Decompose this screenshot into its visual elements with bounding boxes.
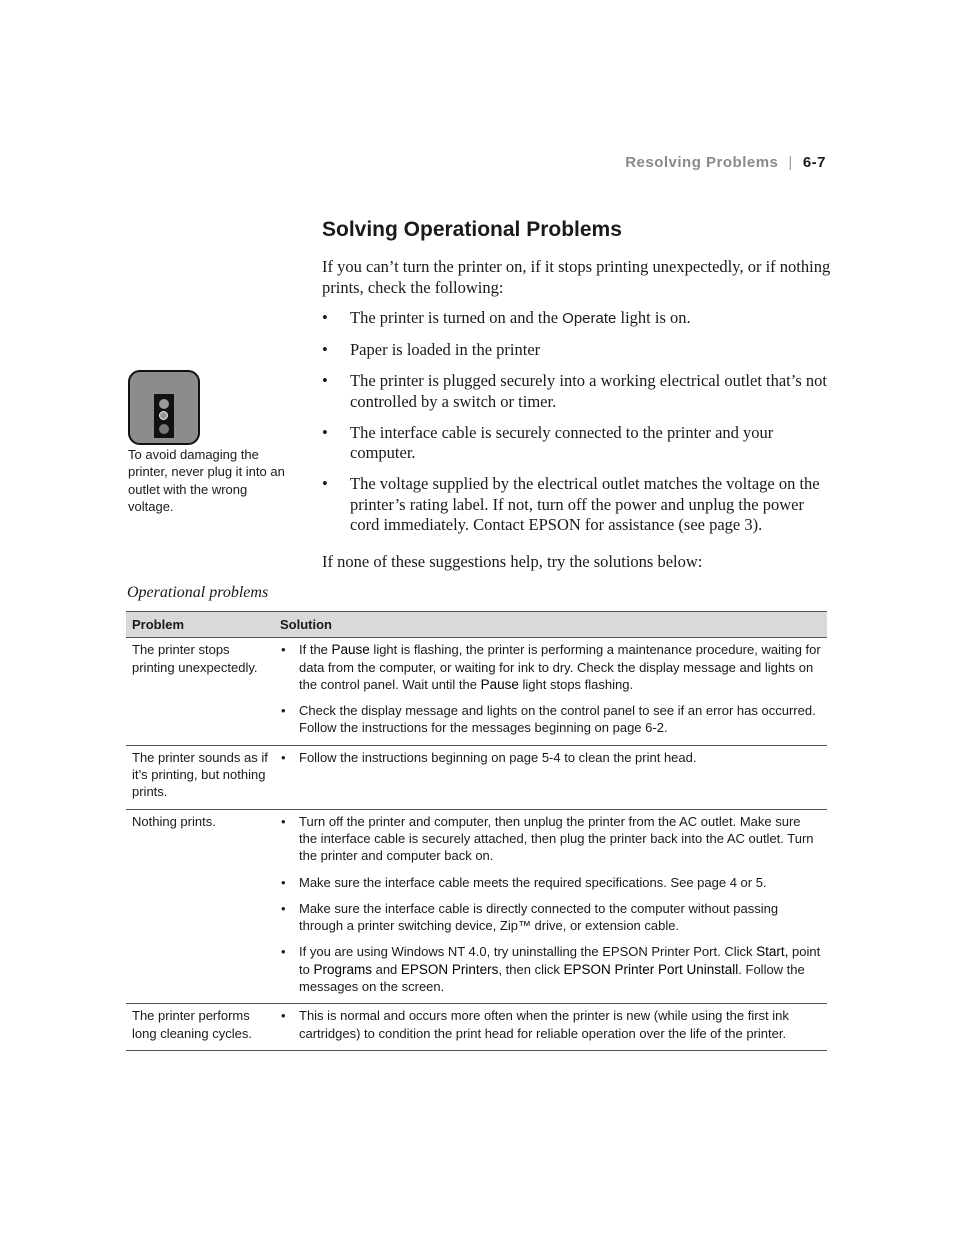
solution-list: [280, 813, 821, 996]
text-segment: light is flashing, the printer is performing a maintenance procedure, waiting for data from the computer, or waiting for ink to dry. Check the display message and lights on the control panel. Wait until the: [299, 642, 821, 692]
solution-item: [280, 641, 821, 693]
section-title: Resolving Problems: [625, 154, 779, 171]
bullet: •: [322, 340, 328, 359]
checklist: [322, 308, 832, 536]
bullet: •: [281, 703, 286, 719]
solution-item: [280, 813, 821, 865]
text-segment: The interface cable is securely connected to the printer and your computer.: [350, 422, 774, 462]
text-segment: . Follow the messages on the screen.: [299, 961, 805, 995]
text-segment: The printer is plugged securely into a working electrical outlet that’s not controlled by a switch or timer.: [350, 371, 827, 411]
solution-cell: [274, 1004, 827, 1051]
checklist-item: [322, 474, 832, 536]
ui-term: EPSON Printer Port Uninstall: [563, 961, 739, 977]
solution-cell: [274, 809, 827, 1004]
ui-term: EPSON Printers: [400, 961, 499, 977]
header-solution: Solution: [274, 612, 827, 638]
solution-list: [280, 749, 821, 766]
table-row: [126, 745, 827, 809]
text-segment: The voltage supplied by the electrical outlet matches the voltage on the printer’s rating label. If not, turn off the power and unplug the power cord immediately. Contact EPSON for assistance (see page 3).: [350, 474, 820, 534]
caution-light-icon: [128, 370, 200, 445]
bullet: •: [281, 1008, 286, 1024]
problem-cell: The printer performs long cleaning cycles.: [126, 1004, 274, 1051]
problem-cell: The printer sounds as if it’s printing, but nothing prints.: [126, 745, 274, 809]
text-segment: point to: [299, 944, 821, 977]
solution-item: [280, 702, 821, 737]
margin-note: To avoid damaging the printer, never plug it into an outlet with the wrong voltage.: [128, 447, 285, 514]
bullet: •: [281, 874, 286, 890]
header-problem: Problem: [126, 612, 274, 638]
intro-paragraph: If you can’t turn the printer on, if it stops printing unexpectedly, or if nothing prints, check the following:: [322, 257, 831, 297]
checklist-item: [322, 423, 832, 464]
text-segment: The printer is turned on and the: [350, 308, 563, 327]
running-head: [625, 154, 826, 171]
separator: |: [788, 154, 793, 171]
text-segment: Make sure the interface cable is directly connected to the computer without passing through a printer switching device, Zip™ drive, or extension cable.: [299, 900, 779, 934]
text-segment: light is on.: [616, 308, 691, 327]
text-segment: and: [371, 961, 401, 977]
text-segment: Make sure the interface cable meets the required specifications. See page 4 or 5.: [299, 874, 767, 890]
problem-cell: Nothing prints.: [126, 809, 274, 1004]
table-header-row: [126, 612, 827, 638]
ui-term: Pause: [480, 676, 519, 692]
bullet: •: [281, 642, 286, 658]
text-segment: This is normal and occurs more often when the printer is new (while using the first ink cartridges) to condition the print head for reliable operation over the life of the printer.: [299, 1008, 789, 1041]
checklist-item: [322, 308, 832, 330]
table-row: [126, 638, 827, 745]
ui-term: Programs: [313, 961, 372, 977]
page-title: Solving Operational Problems: [322, 218, 622, 241]
bullet: •: [322, 422, 328, 442]
solution-item: [280, 1007, 821, 1042]
ui-term: Start,: [756, 944, 789, 960]
bullet: •: [322, 371, 328, 390]
solution-cell: [274, 638, 827, 745]
ui-term: Pause: [331, 642, 370, 658]
solution-item: [280, 874, 821, 891]
solution-item: [280, 749, 821, 766]
checklist-item: [322, 371, 832, 412]
bullet: •: [322, 308, 328, 327]
operational-problems-table: [126, 611, 827, 1051]
bullet: •: [322, 474, 328, 493]
checklist-item: [322, 340, 832, 361]
text-segment: , then click: [498, 961, 564, 977]
text-segment: If you are using Windows NT 4.0, try uninstalling the EPSON Printer Port. Click: [299, 944, 757, 960]
table-row: [126, 809, 827, 1004]
problem-cell: The printer stops printing unexpectedly.: [126, 638, 274, 745]
text-segment: Check the display message and lights on the control panel to see if an error has occurred. Follow the instructions for the messages beginning on page 6-2.: [299, 703, 816, 736]
solution-item: [280, 943, 821, 995]
solution-item: [280, 900, 821, 935]
bullet: •: [281, 944, 286, 960]
text-segment: If the: [299, 642, 332, 658]
table-caption: Operational problems: [127, 584, 269, 601]
solution-list: [280, 1007, 821, 1042]
solution-cell: [274, 745, 827, 809]
text-segment: light stops flashing.: [518, 676, 634, 692]
solution-list: [280, 641, 821, 736]
page-number: 6-7: [802, 154, 826, 171]
bullet: •: [281, 900, 286, 916]
text-segment: Turn off the printer and computer, then unplug the printer from the AC outlet. Make sure the interface cable is securely attached, then plug the printer back into the AC outlet. Turn the printer and computer back on.: [299, 813, 814, 864]
ui-term: Operate: [562, 310, 617, 327]
table-row: [126, 1004, 827, 1051]
bullet: •: [281, 813, 286, 829]
main-content: [322, 257, 832, 582]
bullet: •: [281, 749, 286, 765]
text-segment: Follow the instructions beginning on page 5-4 to clean the print head.: [299, 749, 697, 765]
text-segment: Paper is loaded in the printer: [350, 340, 541, 359]
outro-paragraph: If none of these suggestions help, try the solutions below:: [322, 551, 703, 571]
